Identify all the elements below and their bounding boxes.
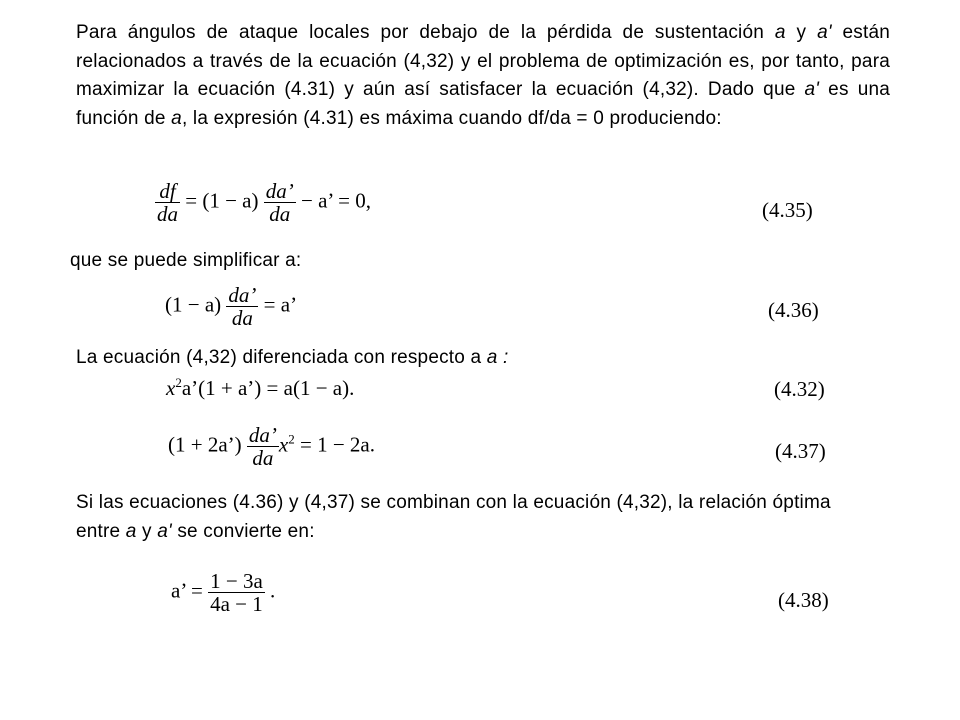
text-differentiated	[76, 347, 509, 369]
text-segment: están relacionados a través de la ecuación (4,32) y el problema de optimización es, por tanto, para maximizar la ecuación (4.31) y aún así satisfacer la ecuación (4,32). Dado que	[76, 22, 890, 100]
equation-4-35	[155, 180, 371, 225]
variable-a-prime: a'	[817, 22, 832, 43]
fraction-da-prime-da: $\frac{da’}{da}$	[248, 423, 277, 471]
equation-term: = (1 − a)	[185, 188, 259, 213]
paragraph-combination	[76, 489, 866, 546]
fraction-df-da: $\frac{df}{da}$	[157, 179, 178, 227]
equation-number-4-32: (4.32)	[774, 377, 825, 401]
equation-number-4-35: (4.35)	[762, 198, 813, 222]
equation-term: .	[270, 578, 276, 603]
equation-term: a’ =	[171, 578, 203, 603]
equation-number-4-38: (4.38)	[778, 588, 829, 612]
equation-4-36	[165, 284, 297, 329]
paragraph-intro	[76, 19, 890, 133]
equation-4-38	[171, 570, 275, 615]
variable-a: a :	[486, 347, 509, 368]
equation-term: a’(1 + a’) = a(1 − a).	[181, 376, 355, 400]
fraction-optimum: $\frac{1 - 3a}{4a - 1}$	[210, 569, 263, 617]
equation-number-4-37: (4.37)	[775, 439, 826, 463]
text-segment: y	[785, 22, 818, 43]
variable-a: a	[125, 520, 137, 542]
text-segment: La ecuación (4,32) diferenciada con respecto a	[76, 347, 487, 368]
equation-term: = a’	[263, 292, 298, 317]
equation-4-32: $x^2a’(1$ + a’) = a(1 − a).	[166, 375, 355, 400]
text-segment: se convierte en:	[171, 520, 315, 542]
equation-number-4-36: (4.36)	[768, 298, 819, 322]
text-segment: es una función de	[76, 79, 890, 129]
text-segment: Para ángulos de ataque locales por debajo de la pérdida de sustentación	[76, 22, 775, 43]
variable-a-prime: a'	[157, 520, 172, 542]
fraction-da-prime-da: $\frac{da’}{da}$	[265, 179, 294, 227]
equation-term: (1 − a)	[165, 292, 222, 317]
equation-4-37: (1 + 2a’) $\frac{da’}{da}$ $x^2 = 1 - 2a$.	[168, 423, 375, 471]
variable-a: a	[171, 107, 182, 129]
text-simplify: que se puede simplificar a:	[70, 250, 302, 271]
text-segment: y	[136, 520, 158, 542]
fraction-da-prime-da: $\frac{da’}{da}$	[228, 283, 257, 331]
equation-term: − a’ = 0,	[301, 188, 371, 213]
variable-a: a	[774, 22, 786, 43]
text-segment: , la expresión (4.31) es máxima cuando df/da = 0 produciendo:	[181, 107, 722, 129]
equation-term: (1 + 2a’)	[168, 432, 242, 457]
text-segment: Si las ecuaciones (4.36) y (4,37) se combinan con la ecuación (4,32), la relación óptima entre	[76, 492, 831, 542]
variable-a-prime: a'	[804, 79, 820, 100]
equation-term: = 1 − 2a.	[299, 432, 375, 457]
